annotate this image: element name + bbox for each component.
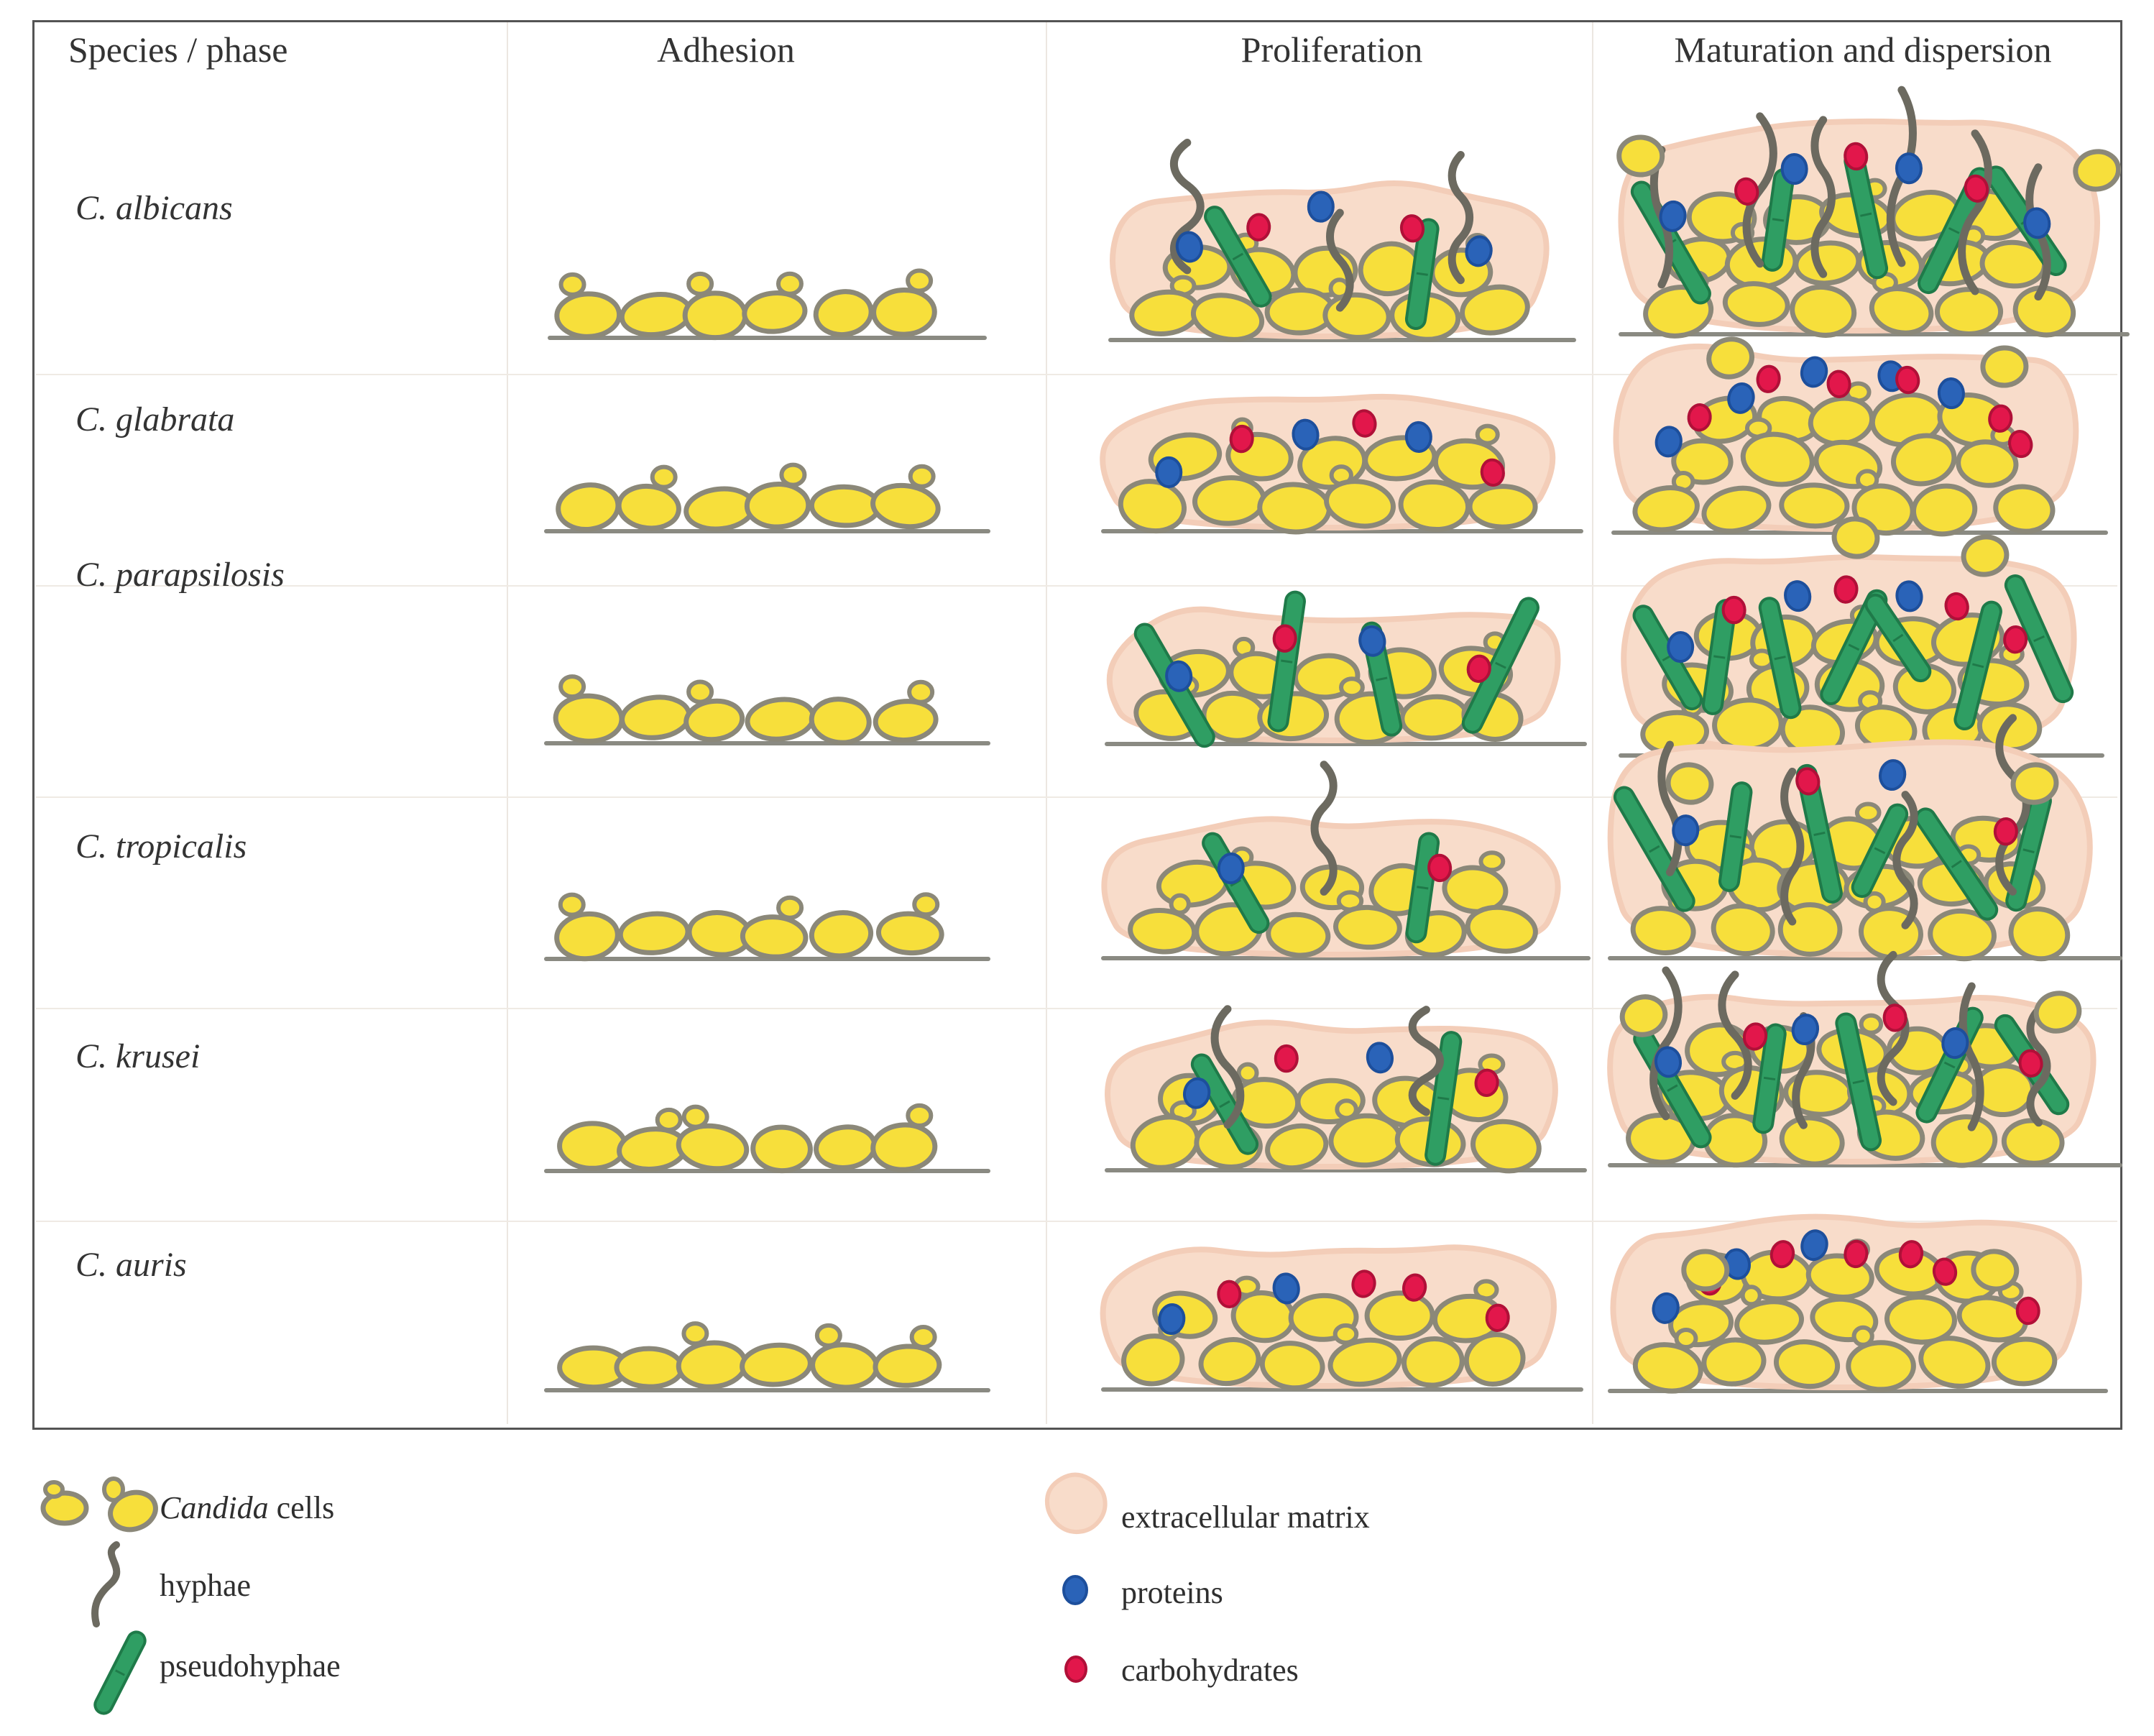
pseudohyphae-icon: [92, 1629, 148, 1716]
legend-label-carbohydrates: carbohydrates: [1121, 1653, 1299, 1688]
hyphae-icon: [95, 1545, 116, 1624]
c-glabrata-maturation-illustration: [1614, 336, 2106, 538]
legend-label-cells-suffix: cells: [268, 1490, 335, 1525]
legend-label-proteins: proteins: [1121, 1575, 1223, 1610]
c-tropicalis-adhesion-illustration: [546, 894, 988, 962]
c-auris-adhesion-illustration: [546, 1323, 988, 1390]
species-label-c-glabrata: C. glabrata: [75, 400, 235, 438]
legend-label-candida-cells: [160, 1489, 334, 1526]
species-label-c-krusei: C. krusei: [75, 1037, 201, 1075]
species-label-c-tropicalis: C. tropicalis: [75, 827, 247, 865]
species-label-c-auris: C. auris: [75, 1246, 187, 1284]
c-auris-proliferation-illustration: [1103, 1247, 1581, 1391]
column-header-species-phase: Species / phase: [68, 29, 288, 70]
carbohydrates-icon: [1066, 1657, 1086, 1681]
c-parapsilosis-maturation-illustration: [1621, 516, 2102, 759]
column-header-maturation-dispersion: Maturation and dispersion: [1674, 29, 2052, 70]
c-albicans-proliferation-illustration: [1110, 142, 1574, 345]
legend-label-pseudohyphae: pseudohyphae: [160, 1648, 341, 1684]
legend-label-hyphae: hyphae: [160, 1568, 252, 1603]
species-label-c-albicans: C. albicans: [75, 189, 233, 227]
column-header-adhesion: Adhesion: [657, 29, 795, 70]
proteins-icon: [1064, 1576, 1087, 1604]
legend-label-candida-italic: Candida: [160, 1490, 269, 1525]
legend-label-extracellular-matrix: extracellular matrix: [1121, 1500, 1370, 1535]
extracellular-matrix-icon: [1047, 1475, 1105, 1533]
species-label-c-parapsilosis: C. parapsilosis: [75, 556, 285, 594]
candida-cells-icon: [43, 1479, 160, 1535]
c-auris-maturation-illustration: [1610, 1217, 2106, 1396]
c-krusei-adhesion-illustration: [546, 1106, 988, 1172]
c-parapsilosis-adhesion-illustration: [546, 676, 988, 745]
c-albicans-adhesion-illustration: [550, 271, 985, 339]
c-albicans-maturation-illustration: [1619, 90, 2127, 340]
c-krusei-maturation-illustration: [1610, 955, 2120, 1169]
column-header-proliferation: Proliferation: [1241, 29, 1423, 70]
c-parapsilosis-proliferation-illustration: [1107, 591, 1585, 750]
c-glabrata-adhesion-illustration: [546, 465, 988, 533]
c-glabrata-proliferation-illustration: [1103, 397, 1581, 536]
c-tropicalis-proliferation-illustration: [1103, 765, 1588, 959]
c-krusei-proliferation-illustration: [1107, 1009, 1585, 1175]
